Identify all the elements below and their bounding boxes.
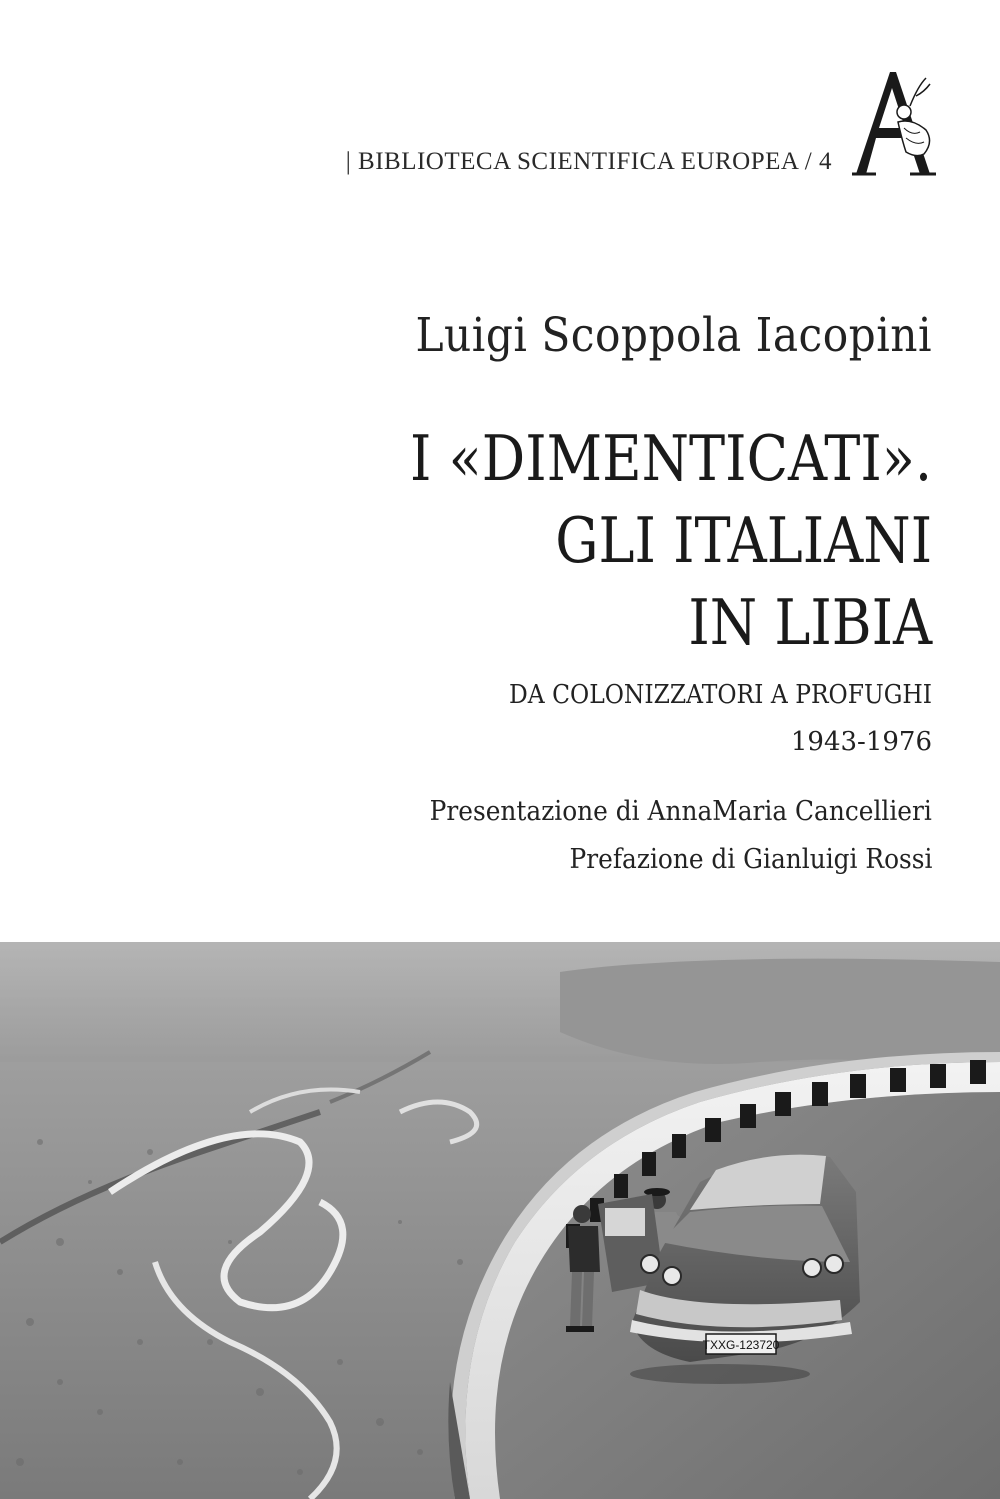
preface-credit: Prefazione di Gianluigi Rossi (569, 844, 932, 875)
title-line-3: IN LIBIA (688, 586, 932, 659)
cover-photo-illustration (0, 942, 1000, 1499)
series-label: | BIBLIOTECA SCIENTIFICA EUROPEA / 4 (345, 148, 832, 175)
cover-photo (0, 942, 1000, 1499)
presentation-credit: Presentazione di AnnaMaria Cancellieri (429, 796, 932, 827)
aracne-logo-icon (846, 66, 938, 178)
license-plate: TXXG-123720 (702, 1338, 780, 1352)
book-title (325, 418, 932, 664)
book-years: 1943-1976 (790, 727, 932, 757)
author-name: Luigi Scoppola Iacopini (415, 308, 932, 363)
book-subtitle: DA COLONIZZATORI A PROFUGHI (508, 680, 932, 710)
title-line-2: GLI ITALIANI (555, 504, 932, 577)
title-line-1: I «DIMENTICATI». (409, 422, 932, 495)
